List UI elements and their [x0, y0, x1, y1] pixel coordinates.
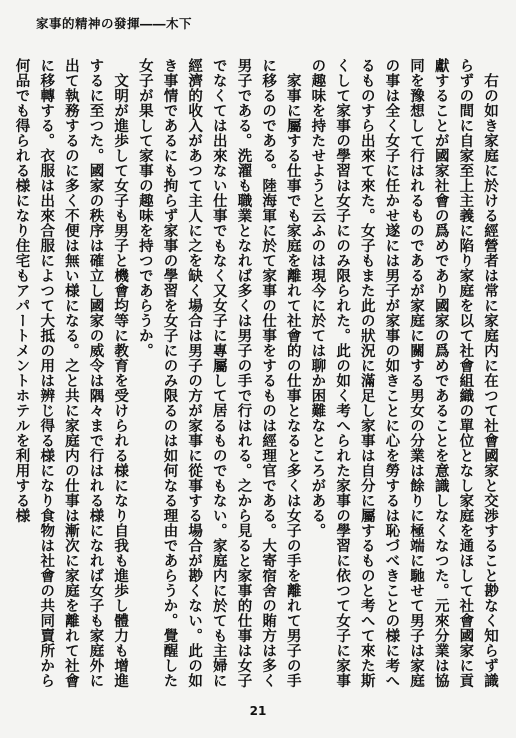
page-number: 21	[249, 704, 267, 718]
running-header: 家事的精神の發揮――木下	[36, 16, 193, 31]
main-text-column	[13, 58, 502, 698]
paragraph-1: 右の如き家庭に於ける經營者は常に家庭内に在つて社會國家と交渉すること尠なく知らず識らずの間に自家至上主義に陷り家庭を以て社會組織の單位となし家庭を通ほして社會國家に貢獻することが國家社會の爲めであり國家の爲めであることを意識しなくなつた。元來分業は協同を豫想して行はれるものであるが家庭に關する男女の分業は餘りに極端に馳せて男子は家庭の事は全く女子に任かせ遂には男子が家事の如きことに心を勞するは恥づべきことの様に考へるものすら出來て來た。女子もまた此の狀況に滿足し家事は自分に屬するものと考へて來た斯くして家事の學習は女子にのみ限られた。此の如く考へられた家事の學習に依つて女子に家事の趣味を持たせようと云ふのは現今に於ては聊か困難なところがある。	[309, 58, 499, 688]
paragraph-2: 家事に屬する仕事でも家庭を離れて社會的の仕事となると多くは女子の手を離れて男子の手に移るのである。陸海軍に於て家事の仕事をするものは經理官である。大寄宿舍の賄方は多く男子である。洗濯も職業となれば多くは男子の手で行はれる。之から見ると家事的仕事は女子でなくては出來ない仕事でもなく又女子に專屬して居るものでもない。家庭内に於ても主婦に經濟的收入があつて主人に之を缺く場合は男子の方が家事に從事する場合が尠くない。此の如き事情であるにも拘らず家事の學習を女子にのみ限るのは如何なる理由であらうか。覺醒した女子が果して家事の趣味を持つであらうか。	[136, 58, 302, 688]
paragraph-3: 文明が進歩して女子も男子と機會均等に教育を受けられる様になり自我も進歩し體力も增進するに至つた。國家の秩序は確立し國家の威令は隅々まで行はれる様になれば女子も家庭外に出て執務するのに多く不便は無い様になる。之と共に家庭内の仕事は漸次に家庭を離れて社會に移轉する。衣服は出來合服によつて大抵の用は辨じ得る様になり食物は社會の共同賣所から何品でも得られる様になり住宅もアパートメントホテルを利用する様	[13, 58, 130, 688]
